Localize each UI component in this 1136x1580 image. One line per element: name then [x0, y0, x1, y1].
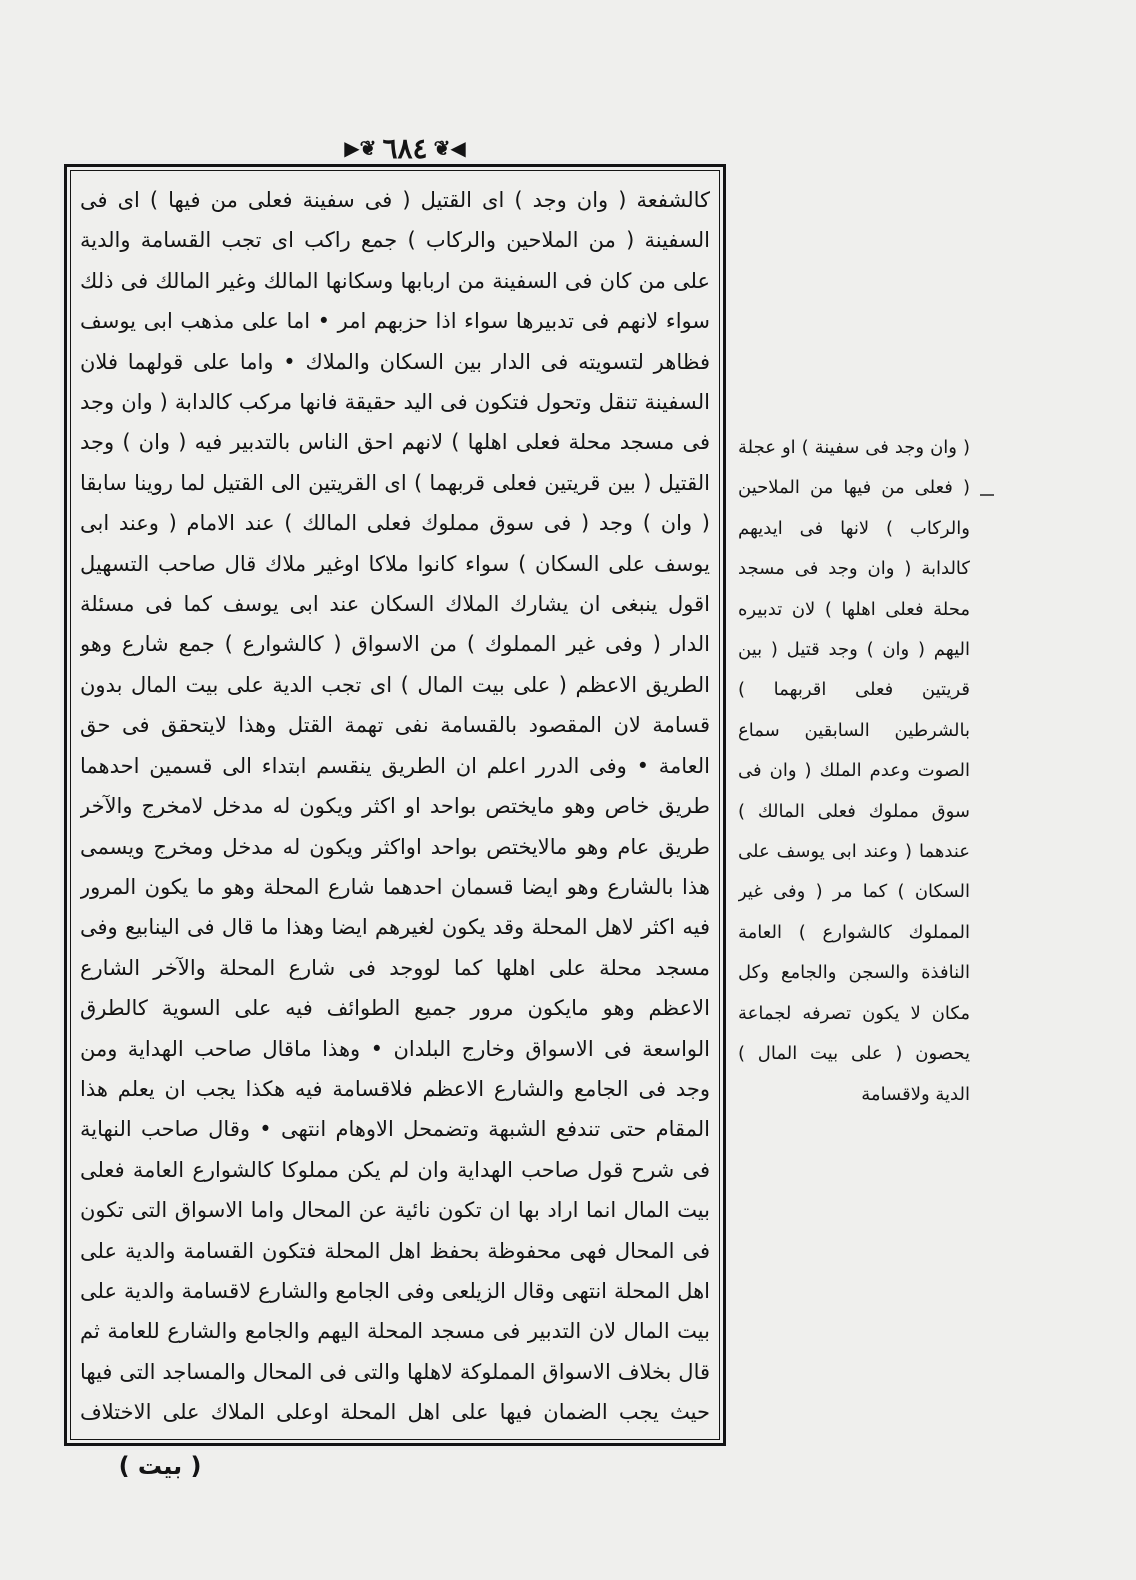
catchword: ( بيت ) — [118, 1452, 202, 1480]
page-number — [330, 128, 480, 168]
marginal-note-text: ( وان وجد فى سفينة ) او عجلة ( فعلى من فيها من الملاحين والركاب ) لانها فى ايديهم كالدابة ( وان وجد فى مسجد محلة فعلى اهلها ) لان تدبيره اليهم ( وان ) وجد قتيل ( بين قريتين فعلى اقربهما ) بالشرطين السابقين سماع الصوت وعدم الملك ( وان فى سوق مملوك فعلى المالك ) عندهما ( وعند ابى يوسف على السكان ) كما مر ( وفى غير المملوك كالشوارع ) العامة النافذة والسجن والجامع وكل مكان لا يكون تصرفه لجماعة يحصون ( على بيت المال ) الدية ولاقسامة — [738, 437, 970, 1105]
margin-marker — [980, 494, 994, 496]
main-text-block — [80, 180, 710, 1436]
ornament-left: ◀❦ — [433, 136, 466, 160]
page-number-value: ٦٨٤ — [382, 131, 428, 165]
marginal-note — [738, 428, 970, 1128]
main-text-paragraph: كالشفعة ( وان وجد ) اى القتيل ( فى سفينة فعلى من فيها ) اى فى السفينة ( من الملاحين والركاب ) جمع راكب اى تجب القسامة والدية على من كان فى السفينة من اربابها وسكانها المالك وغير المالك فى ذلك سواء لانهم فى تدبيرها سواء اذا حزبهم امر • اما على مذهب ابى يوسف فظاهر لتسويته فى الدار بين السكان والملاك • واما على قولهما فلان السفينة تنقل وتحول فتكون فى اليد حقيقة فانها مركب كالدابة ( وان وجد فى مسجد محلة فعلى اهلها ) لانهم احق الناس بالتدبير فيه ( وان ) وجد القتيل ( بين قريتين فعلى قربهما ) اى القريتين الى القتيل لما روينا سابقا ( وان ) وجد ( فى سوق مملوك فعلى المالك ) عند الامام ( وعند ابى يوسف على السكان ) سواء كانوا ملاكا اوغير ملاك قال صاحب التسهيل اقول ينبغى ان يشارك الملاك السكان عند ابى يوسف كما فى مسئلة الدار ( وفى غير المملوك ) من الاسواق ( كالشوارع ) جمع شارع وهو الطريق الاعظم ( على بيت المال ) اى تجب الدية على بيت المال بدون قسامة لان المقصود بالقسامة نفى تهمة القتل وهذا لايتحقق فى حق العامة • وفى الدرر اعلم ان الطريق ينقسم ابتداء الى قسمين احدهما طريق خاص وهو مايختص بواحد او اكثر ويكون له مدخل لامخرج والآخر طريق عام وهو مالايختص بواحد اواكثر ويكون له مدخل ومخرج ويسمى هذا بالشارع وهو ايضا قسمان احدهما شارع المحلة وهو ما يكون المرور فيه اكثر لاهل المحلة وقد يكون لغيرهم ايضا وهذا ما قال فى الينابيع وفى مسجد محلة على اهلها كما لووجد فى شارع المحلة والآخر الشارع الاعظم وهو مايكون مرور جميع الطوائف فيه على السوية كالطرق الواسعة فى الاسواق وخارج البلدان • وهذا ماقال صاحب الهداية ومن وجد فى الجامع والشارع الاعظم فلاقسامة فيه هكذا يجب ان يعلم هذا المقام حتى تندفع الشبهة وتضمحل الاوهام انتهى • وقال صاحب النهاية فى شرح قول صاحب الهداية وان لم يكن مملوكا كالشوارع العامة فعلى بيت المال انما اراد بها ان تكون نائية عن المحال واما الاسواق التى تكون فى المحال فهى محفوظة بحفظ اهل المحلة فتكون القسامة والدية على اهل المحلة انتهى وقال الزيلعى وفى الجامع والشارع لاقسامة والدية على بيت المال لان التدبير فى مسجد المحلة اليهم والجامع والشارع للعامة ثم قال بخلاف الاسواق المملوكة لاهلها والتى فى المحال والمساجد التى فيها حيث يجب الضمان فيها على اهل المحلة اوعلى الملاك على الاختلاف — [80, 188, 710, 1425]
ornament-right: ❦▶ — [344, 136, 377, 160]
